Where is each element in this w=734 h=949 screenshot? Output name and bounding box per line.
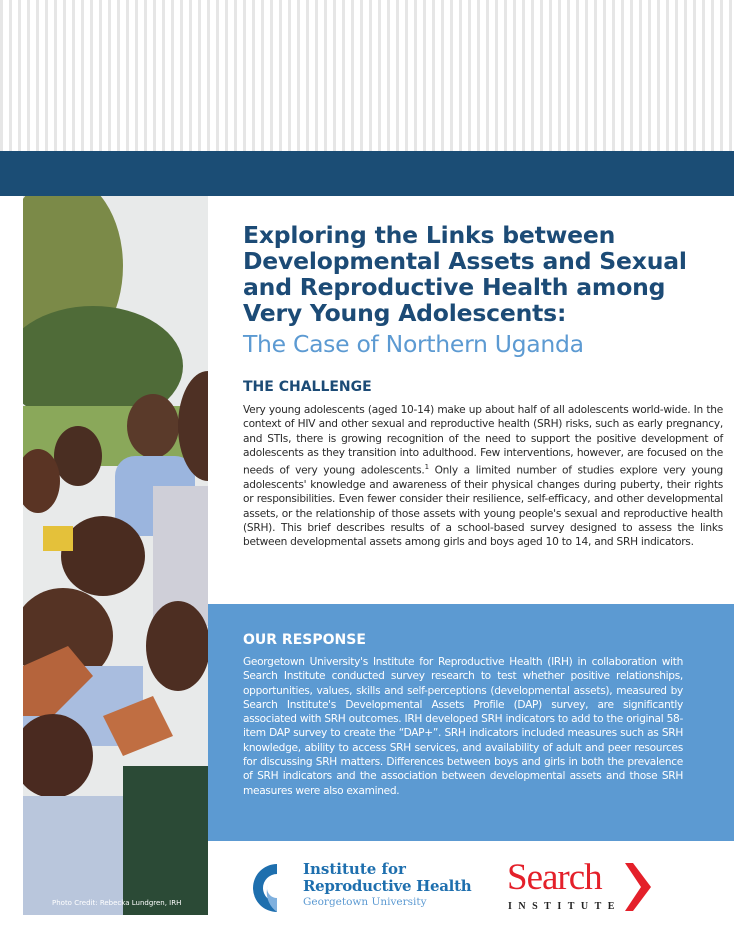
search-institute-logo	[503, 858, 658, 918]
challenge-text-part1: Very young adolescents (aged 10-14) make up about half of all adolescents world-wide. In the context of HIV and other sexual and reproductive health (SRH) risks, such as early pregnancy, and STIs, there is growing recognition of the need to support the positive development of adolescents as they transition into adulthood. Few interventions, however, are focused on the needs of very young adolescents.	[243, 404, 723, 477]
title-line: Very Young Adolescents:	[243, 299, 567, 327]
irh-logo-line3: Georgetown University	[303, 896, 427, 908]
child-face	[146, 601, 208, 691]
cover-photo-children	[23, 196, 208, 915]
title-line: and Reproductive Health among	[243, 273, 666, 301]
page-title	[243, 222, 723, 326]
response-heading: OUR RESPONSE	[243, 632, 366, 648]
header-band	[0, 151, 734, 196]
irh-logo-line2: Reproductive Health	[303, 877, 472, 895]
child-face	[127, 394, 179, 458]
photo-credit: Photo Credit: Rebecka Lundgren, IRH	[52, 899, 182, 907]
irh-logo	[253, 860, 478, 920]
header-stripes	[0, 0, 734, 151]
search-institute-wordmark: Search	[507, 857, 602, 898]
response-paragraph: Georgetown University's Institute for Reproductive Health (IRH) in collaboration with Search Institute conducted survey research to test whether positive relationships, opportunities, values, skills and self-perceptions (developmental assets), measured by Search Institute's Developmental Assets Profile (DAP) survey, are significantly associated with SRH outcomes. IRH developed SRH indicators to add to the original 58-item DAP survey to create the “DAP+”. SRH indicators included measures such as SRH knowledge, ability to access SRH services, and availability of adult and peer resources for discussing SRH matters. Differences between boys and girls in both the prevalence of SRH indicators and the association between developmental assets and those SRH measures were also examined.	[243, 656, 683, 797]
challenge-paragraph	[243, 403, 723, 550]
irh-logo-line1: Institute for	[303, 860, 406, 878]
chevron-right-icon	[619, 861, 653, 913]
page-subtitle: The Case of Northern Uganda	[243, 330, 584, 358]
photo-illustration	[23, 196, 208, 915]
challenge-text-part2: Only a limited number of studies explore very young adolescents' knowledge and awareness of their physical changes during puberty, their rights or responsibilities. Even fewer consider their resilience, self-efficacy, and other developmental assets, or the relationship of those assets with young people's sexual and reproductive health (SRH). This brief describes results of a school-based survey designed to assess the links between developmental assets among girls and boys aged 10 to 14, and SRH indicators.	[243, 464, 724, 549]
search-institute-subtext: INSTITUTE	[508, 901, 621, 912]
title-line: Developmental Assets and Sexual	[243, 247, 687, 275]
irh-logo-mark-icon	[253, 862, 303, 914]
footnote-marker[interactable]: 1	[424, 463, 429, 472]
child-face	[54, 426, 102, 486]
child-face	[61, 516, 145, 596]
challenge-heading: THE CHALLENGE	[243, 379, 372, 395]
title-line: Exploring the Links between	[243, 221, 616, 249]
